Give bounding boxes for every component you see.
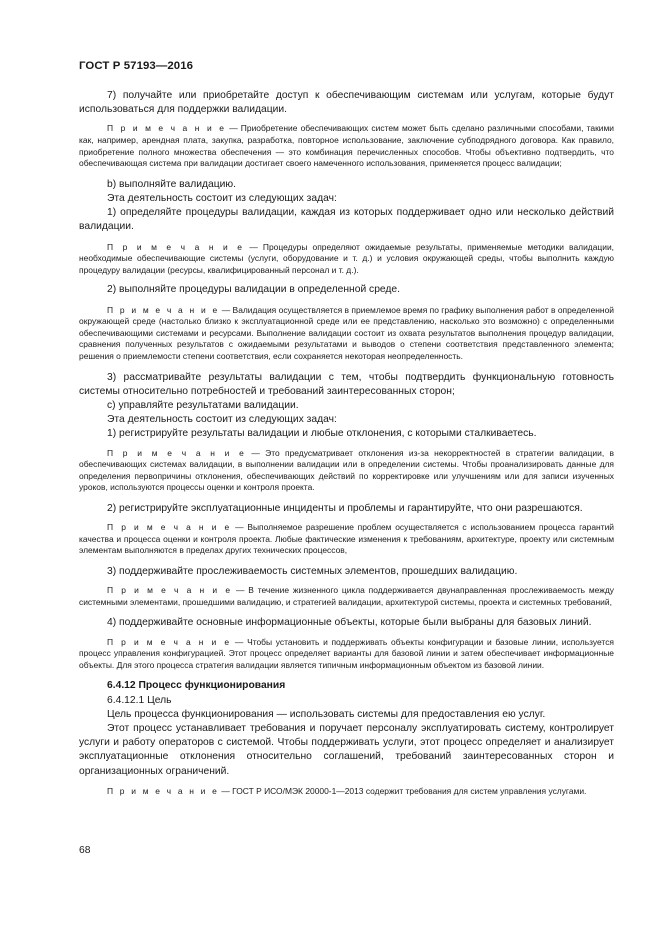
body-paragraph: Этот процесс устанавливает требования и поручает персоналу эксплуатировать систему, контролирует услуги и работу операторов с системой. Чтобы поддерживать услуги, этот процесс определяет и анализирует эксплуатационные отклонения относительно соглашений, требований заинтересованных сторон и организационных ограничений. [79,722,614,777]
note-text: — Чтобы установить и поддерживать объекты конфигурации и базовые линии, используется процесс управления конфигурацией. Этот процесс определяет варианты для базовой линии и затем обеспечивает информационные объекты. Для этого процесса стратегия валидации является типичным информационным объектом из базовой линии. [79,636,614,670]
body-paragraph: Цель процесса функционирования — использовать системы для предоставления ею услуг. [107,708,546,720]
note-label: П р и м е ч а н и е [107,585,233,596]
body-paragraph: Эта деятельность состоит из следующих задач: [107,192,337,204]
note-text: — ГОСТ Р ИСО/МЭК 20000-1—2013 содержит требования для систем управления услугами. [219,785,587,796]
body-paragraph: 3) рассматривайте результаты валидации с тем, чтобы подтвердить функциональную готовность системы относительно потребностей и требований заинтересованных сторон; [79,371,614,397]
note-paragraph [79,242,614,277]
body-paragraph: 1) регистрируйте результаты валидации и любые отклонения, с которыми сталкиваетесь. [107,428,537,440]
note-label: П р и м е ч а н и е [107,636,232,647]
note-label: П р и м е ч а н и е [107,447,247,458]
body-paragraph: 3) поддерживайте прослеживаемость системных элементов, прошедших валидацию. [107,565,518,577]
note-text: — Выполняемое разрешение проблем осуществляется с использованием процесса гарантий качества и процесса оценки и контроля проекта. Любые фактические изменения к требованиям, архитектуре, проекту или системным элементам выполняются в пределах других технических процессов, [79,522,615,556]
note-text: — Валидация осуществляется в приемлемое время по графику выполнения работ в определенной окружающей среде (настолько близко к эксплуатационной среде или ее представлению, насколько это возможно) с определенными обеспечивающими системами и ресурсами. Выполнение валидации состоит из охвата результатов выполнения процедур валидации, сравнения полученных результатов с ожидаемыми результатами и выводов о степени соответствия представленного элемента; решения о приемлемости степени соответствия, если сохраняется некоторая неопределенность. [79,304,614,361]
note-paragraph [79,448,614,494]
note-text: — Это предусматривает отклонения из-за некорректностей в стратегии валидации, в обеспечивающих системах валидации, в выполнении валидации или в определении системы. Чтобы проанализировать данные для определения первопричины отклонения, обеспечивающих действий по корректировке или улучшениям или для записи изученных уроков, используются процессы оценки и контроля проекта. [79,447,614,493]
note-paragraph [79,585,614,608]
note-text: — Процедуры определяют ожидаемые результаты, применяемые методики валидации, необходимые обеспечивающие системы (услуги, оборудование и т. д.) и условия окружающей среды, чтобы выполнить каждую процедуру валидации (ресурсы, квалифицированный персонал и т. д.). [79,241,614,275]
note-text: — Приобретение обеспечивающих систем может быть сделано различными способами, такими как, например, арендная плата, закупка, разработка, повторное использование, заключение субподрядного договора. Как правило, приобретение полного множества обеспечения — это комбинация перечисленных способов. Чтобы объективно подтвердить, что обеспечивающая система при валидации достигает своего намеченного использования, применяется процесс валидации; [79,123,615,169]
body-paragraph: 2) регистрируйте эксплуатационные инциденты и проблемы и гарантируйте, что они разрешаются. [107,502,583,514]
body-paragraph: 2) выполняйте процедуры валидации в определенной среде. [107,284,401,296]
note-paragraph [79,786,614,798]
standard-header: ГОСТ Р 57193—2016 [79,60,194,72]
note-label: П р и м е ч а н и е [107,785,220,796]
note-label: П р и м е ч а н и е [107,304,220,315]
body-paragraph: 4) поддерживайте основные информационные объекты, которые были выбраны для базовых линий. [107,617,592,629]
body-text [79,89,614,797]
body-paragraph: b) выполняйте валидацию. [107,178,236,190]
body-paragraph: 1) определяйте процедуры валидации, каждая из которых поддерживает одно или несколько действий валидации. [79,207,614,233]
note-text: — В течение жизненного цикла поддерживается двунаправленная прослеживаемость между системными элементами, прошедшими валидацию, и стратегией валидации, архитектурой системы, проекта и системных требований, [79,585,614,607]
note-paragraph [79,123,614,169]
note-label: П р и м е ч а н и е [107,522,232,533]
page-number: 68 [79,845,91,856]
body-paragraph: Эта деятельность состоит из следующих задач: [107,414,337,426]
body-paragraph: 6.4.12.1 Цель [107,694,172,706]
body-paragraph: 7) получайте или приобретайте доступ к обеспечивающим системам или услугам, которые будут использоваться для поддержки валидации. [79,90,614,116]
note-paragraph [79,522,614,557]
note-label: П р и м е ч а н и е [107,123,227,134]
note-paragraph [79,637,614,672]
section-heading: 6.4.12 Процесс функционирования [107,680,286,692]
body-paragraph: c) управляйте результатами валидации. [107,399,299,411]
note-label: П р и м е ч а н и е [107,241,245,252]
note-paragraph [79,305,614,363]
